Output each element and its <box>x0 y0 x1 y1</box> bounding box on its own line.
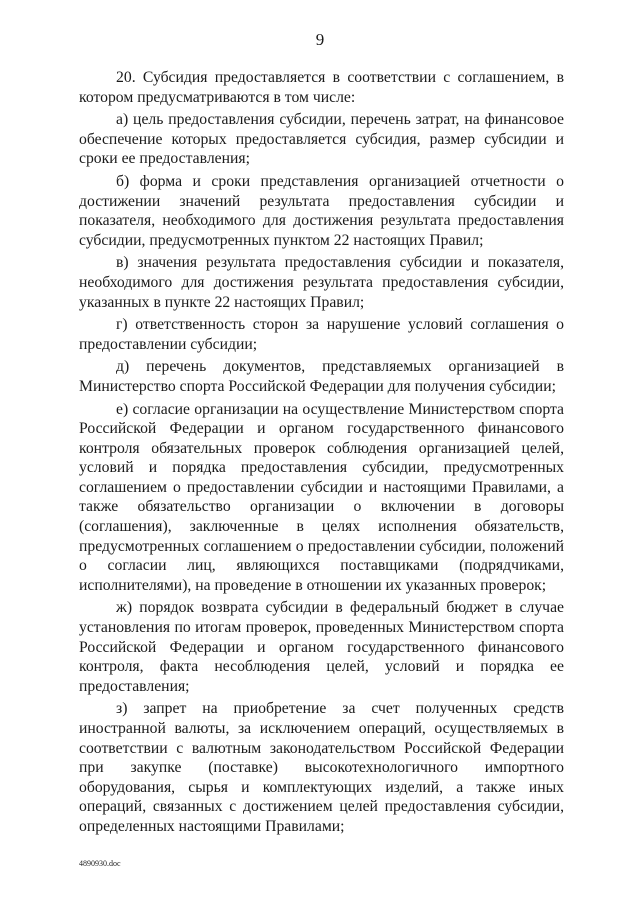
page-number: 9 <box>315 30 325 49</box>
paragraph-item-z: з) запрет на приобретение за счет полученных средств иностранной валюты, за исключением операций, осуществляемых в соответствии с валютным законодательством Российской Федерации при закупке (поставке) высокотехнологичного импортного оборудования, сырья и комплектующих изделий, а также иных операций, связанных с достижением целей предоставления субсидии, определенных настоящими Правилами; <box>79 700 564 835</box>
document-filename-footer: 4890930.doc <box>79 859 121 868</box>
paragraph-item-b: б) форма и сроки представления организацией отчетности о достижении значений результата предоставления субсидии и показателя, необходимого для достижения результата предоставления субсидии, предусмотренных пунктом 22 настоящих Правил; <box>79 172 564 249</box>
paragraph-item-v: в) значения результата предоставления субсидии и показателя, необходимого для достижения результата предоставления субсидии, указанных в пункте 22 настоящих Правил; <box>79 254 564 311</box>
document-body <box>79 68 564 840</box>
paragraph-item-zh: ж) порядок возврата субсидии в федеральный бюджет в случае установления по итогам проверок, проведенных Министерством спорта Российской Федерации и органом государственного финансового контроля, факта несоблюдения целей, условий и порядка ее предоставления; <box>79 599 564 695</box>
paragraph-item-a: а) цель предоставления субсидии, перечень затрат, на финансовое обеспечение которых предоставляется субсидия, размер субсидии и сроки ее предоставления; <box>79 111 564 168</box>
paragraph-item-g: г) ответственность сторон за нарушение условий соглашения о предоставлении субсидии; <box>79 316 564 353</box>
paragraph-20-intro: 20. Субсидия предоставляется в соответствии с соглашением, в котором предусматриваются в том числе: <box>79 69 564 106</box>
paragraph-item-e: е) согласие организации на осуществление Министерством спорта Российской Федерации и органом государственного финансового контроля обязательных проверок соблюдения организацией целей, условий и порядка предоставления субсидии, предусмотренных соглашением о предоставлении субсидии и настоящими Правилами, а также обязательство организации о включении в договоры (соглашения), заключенные в целях исполнения обязательств, предусмотренных соглашением о предоставлении субсидии, положений о согласии лиц, являющихся поставщиками (подрядчиками, исполнителями), на проведение в отношении их указанных проверок; <box>79 400 564 594</box>
paragraph-item-d: д) перечень документов, представляемых организацией в Министерство спорта Российской Федерации для получения субсидии; <box>79 358 564 395</box>
